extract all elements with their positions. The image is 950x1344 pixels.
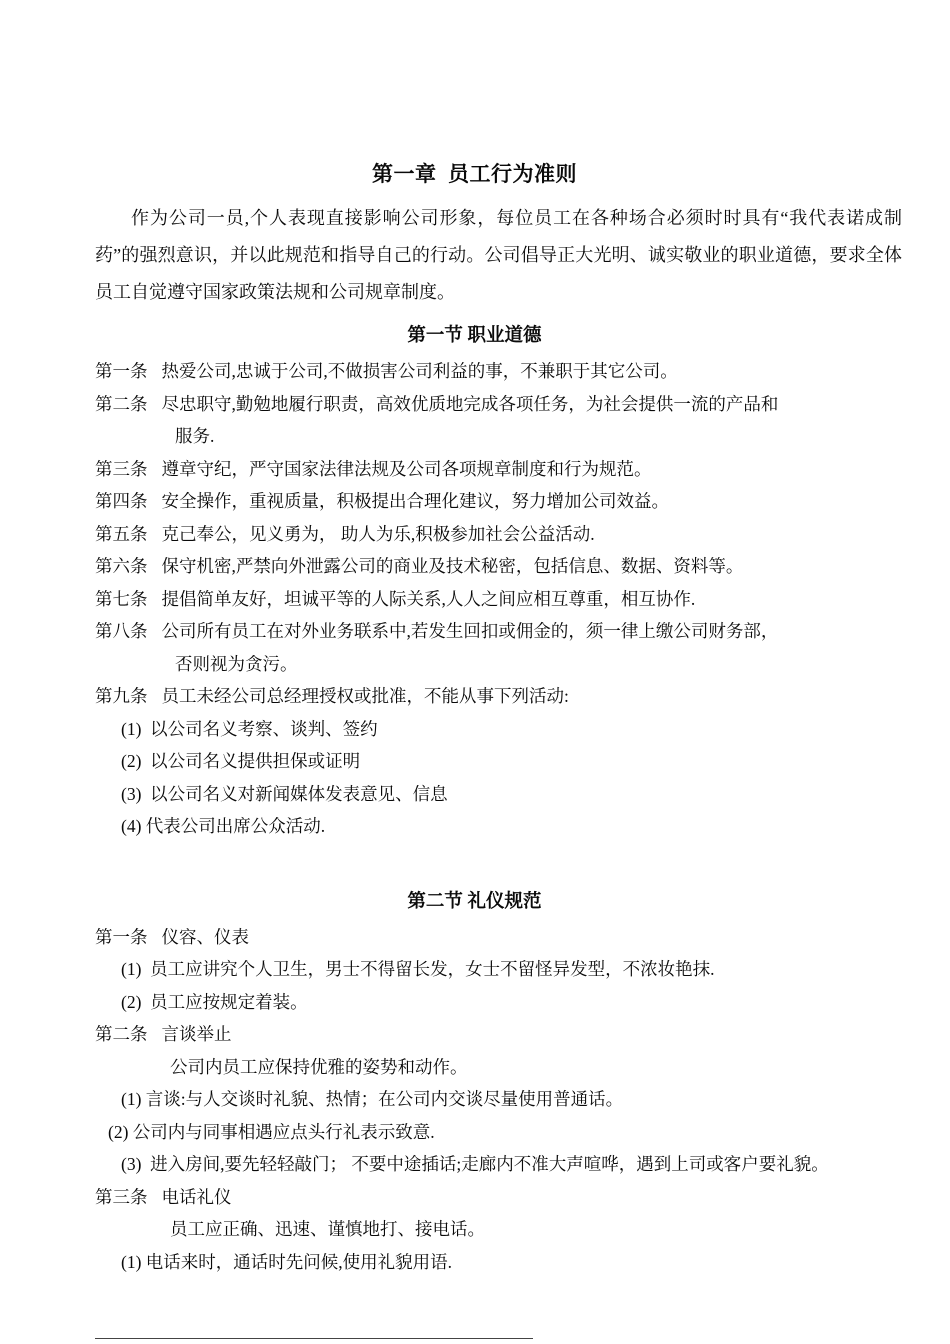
article-line (95, 1018, 902, 1051)
article-line (95, 680, 902, 713)
article-line (95, 583, 902, 616)
article-text: 热爱公司,忠诚于公司,不做损害公司利益的事，不兼职于其它公司。 (161, 361, 678, 381)
article-label: 第三条 (95, 458, 148, 479)
article-line (95, 388, 902, 421)
article-label: 第一条 (95, 361, 148, 381)
continuation-line: 服务. (175, 426, 215, 446)
sub-item-line: (1) 言谈:与人交谈时礼貌、热情；在公司内交谈尽量使用普通话。 (121, 1089, 624, 1109)
sub-item-line: (2) 以公司名义提供担保或证明 (121, 751, 361, 771)
article-line (95, 615, 902, 648)
note-line: 公司内员工应保持优雅的姿势和动作。 (170, 1056, 468, 1077)
section-1 (95, 321, 902, 843)
section-title: 第二节 礼仪规范 (407, 891, 542, 912)
article-label: 第九条 (95, 686, 148, 706)
article-line (95, 355, 902, 388)
article-line (95, 485, 902, 518)
article-label: 第七条 (95, 588, 148, 609)
continuation-line: 否则视为贪污。 (175, 653, 298, 674)
sub-item-line: (1) 员工应讲究个人卫生，男士不得留长发，女士不留怪异发型，不浓妆艳抹. (121, 959, 715, 979)
article-text: 公司所有员工在对外业务联系中,若发生回扣或佣金的，须一律上缴公司财务部， (161, 621, 779, 641)
article-label: 第八条 (95, 621, 148, 641)
article-text: 员工未经公司总经理授权或批准，不能从事下列活动: (161, 686, 569, 706)
article-label: 第六条 (95, 556, 148, 576)
sub-item-line: (2) 员工应按规定着装。 (121, 991, 308, 1012)
sub-item-line: (4) 代表公司出席公众活动. (121, 816, 326, 836)
sections-container (95, 321, 902, 1278)
article-text: 言谈举止 (161, 1024, 232, 1044)
article-line (95, 453, 902, 486)
article-line (95, 518, 902, 551)
intro-paragraph: 作为公司一员,个人表现直接影响公司形象，每位员工在各种场合必须时时具有“我代表诺成制药”的强烈意识，并以此规范和指导自己的行动。公司倡导正大光明、诚实敬业的职业道德，要求全体员工自觉遵守国家政策法规和公司规章制度。 (95, 208, 902, 302)
article-text: 保守机密,严禁向外泄露公司的商业及技术秘密，包括信息、数据、资料等。 (161, 556, 744, 576)
article-label: 第二条 (95, 393, 148, 414)
article-label: 第四条 (95, 491, 148, 511)
article-text: 遵章守纪，严守国家法律法规及公司各项规章制度和行为规范。 (161, 458, 652, 479)
section-title: 第一节 职业道德 (407, 326, 542, 346)
article-label: 第五条 (95, 523, 148, 544)
article-text: 电话礼仪 (161, 1186, 232, 1207)
article-text: 提倡简单友好，坦诚平等的人际关系,人人之间应相互尊重，相互协作. (161, 588, 696, 609)
article-text: 仪容、仪表 (161, 926, 249, 947)
article-label: 第一条 (95, 926, 148, 947)
sub-item-line: (3) 以公司名义对新闻媒体发表意见、信息 (121, 783, 448, 804)
sub-item-line: (3) 进入房间,要先轻轻敲门； 不要中途插话;走廊内不准大声喧哗，遇到上司或客户要礼貌。 (121, 1154, 829, 1174)
sub-item-line: (1) 电话来时，通话时先问候,使用礼貌用语. (121, 1251, 453, 1272)
next-page-table-edge-line (95, 1338, 533, 1339)
section-2 (95, 887, 902, 1279)
article-line (95, 921, 902, 954)
article-text: 安全操作，重视质量，积极提出合理化建议，努力增加公司效益。 (161, 491, 669, 511)
chapter-title: 第一章 员工行为准则 (372, 162, 577, 186)
article-line (95, 550, 902, 583)
note-line: 员工应正确、迅速、谨慎地打、接电话。 (170, 1219, 485, 1239)
article-text: 尽忠职守,勤勉地履行职责，高效优质地完成各项任务，为社会提供一流的产品和 (161, 393, 779, 414)
article-label: 第三条 (95, 1186, 148, 1207)
article-label: 第二条 (95, 1024, 148, 1044)
article-line (95, 1181, 902, 1214)
sub-item-line: (2) 公司内与同事相遇应点头行礼表示致意. (108, 1121, 435, 1142)
sub-item-line: (1) 以公司名义考察、谈判、签约 (121, 718, 378, 739)
article-text: 克己奉公，见义勇为， 助人为乐,积极参加社会公益活动. (161, 523, 595, 544)
